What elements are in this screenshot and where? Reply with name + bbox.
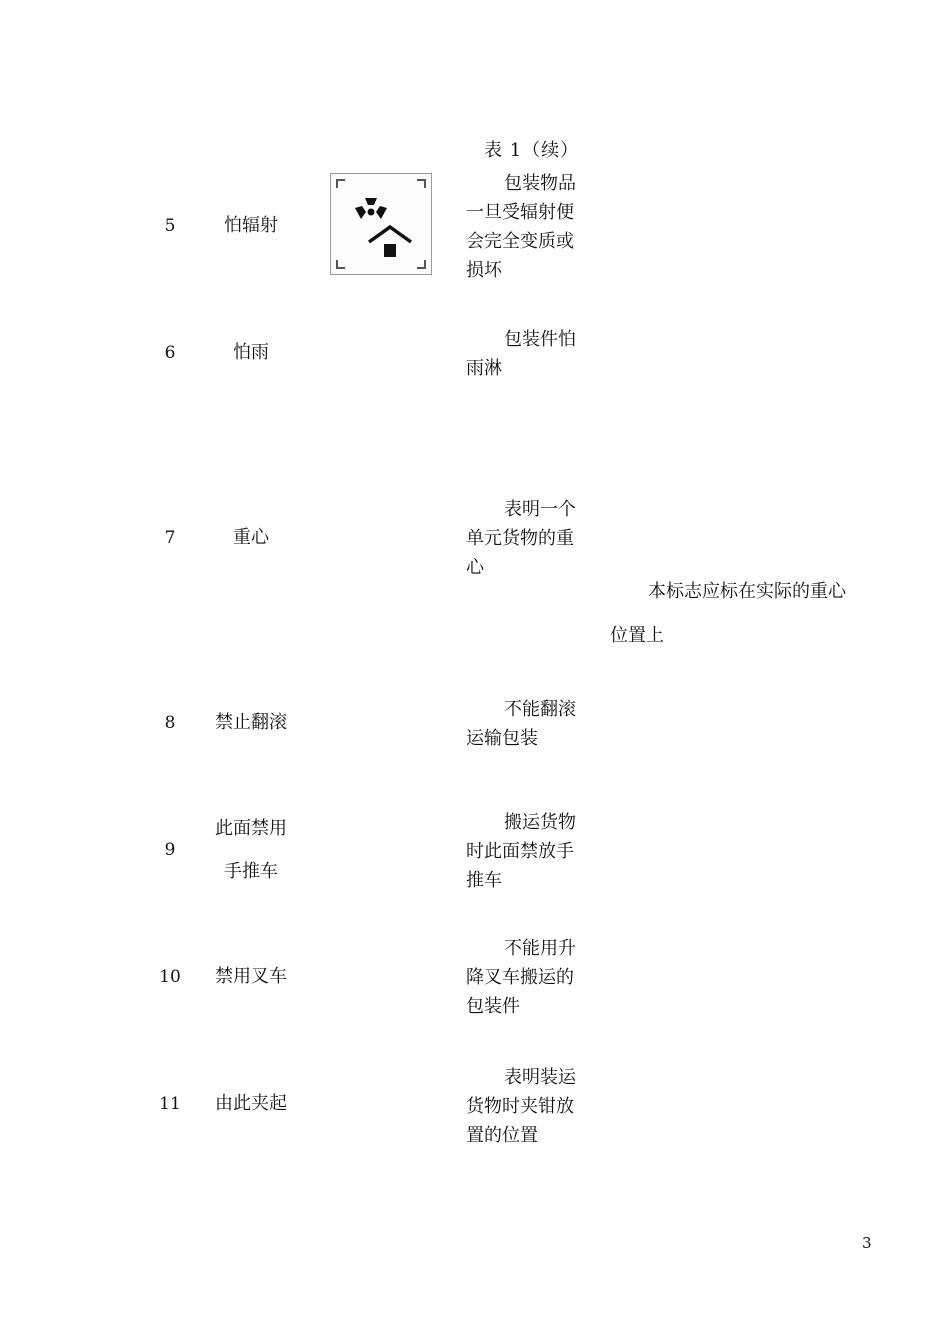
row-description: 不能翻滚运输包装 xyxy=(466,699,576,749)
row-name: 禁用叉车 xyxy=(215,966,287,987)
row-number: 9 xyxy=(164,840,176,860)
row-number: 10 xyxy=(159,967,181,987)
row-number: 8 xyxy=(164,713,176,733)
row-description: 表明一个单元货物的重心 xyxy=(466,499,576,578)
row-name: 禁止翻滚 xyxy=(215,712,287,733)
row-description: 搬运货物时此面禁放手推车 xyxy=(466,812,576,891)
row-name: 由此夹起 xyxy=(215,1093,287,1114)
radiation-sign-icon xyxy=(330,173,432,275)
row-name-line-1: 此面禁用 xyxy=(215,818,287,839)
remark-line-2: 位置上 xyxy=(610,625,664,646)
row-name: 怕辐射 xyxy=(224,215,278,236)
row-name: 重心 xyxy=(233,527,269,548)
row-number: 6 xyxy=(164,343,176,363)
row-description: 表明装运货物时夹钳放置的位置 xyxy=(466,1067,576,1146)
row-description: 包装件怕雨淋 xyxy=(466,329,576,379)
table-caption: 表 1（续） xyxy=(484,140,580,161)
row-description: 包装物品一旦受辐射便会完全变质或损坏 xyxy=(466,173,576,281)
row-number: 7 xyxy=(164,528,176,548)
row-number: 5 xyxy=(164,216,176,236)
row-name: 怕雨 xyxy=(233,342,269,363)
row-name-line-2: 手推车 xyxy=(224,861,278,882)
row-description: 不能用升降叉车搬运的包装件 xyxy=(466,938,576,1017)
remark-line-1: 本标志应标在实际的重心 xyxy=(648,581,846,602)
page-number: 3 xyxy=(862,1234,872,1252)
row-number: 11 xyxy=(159,1094,181,1114)
